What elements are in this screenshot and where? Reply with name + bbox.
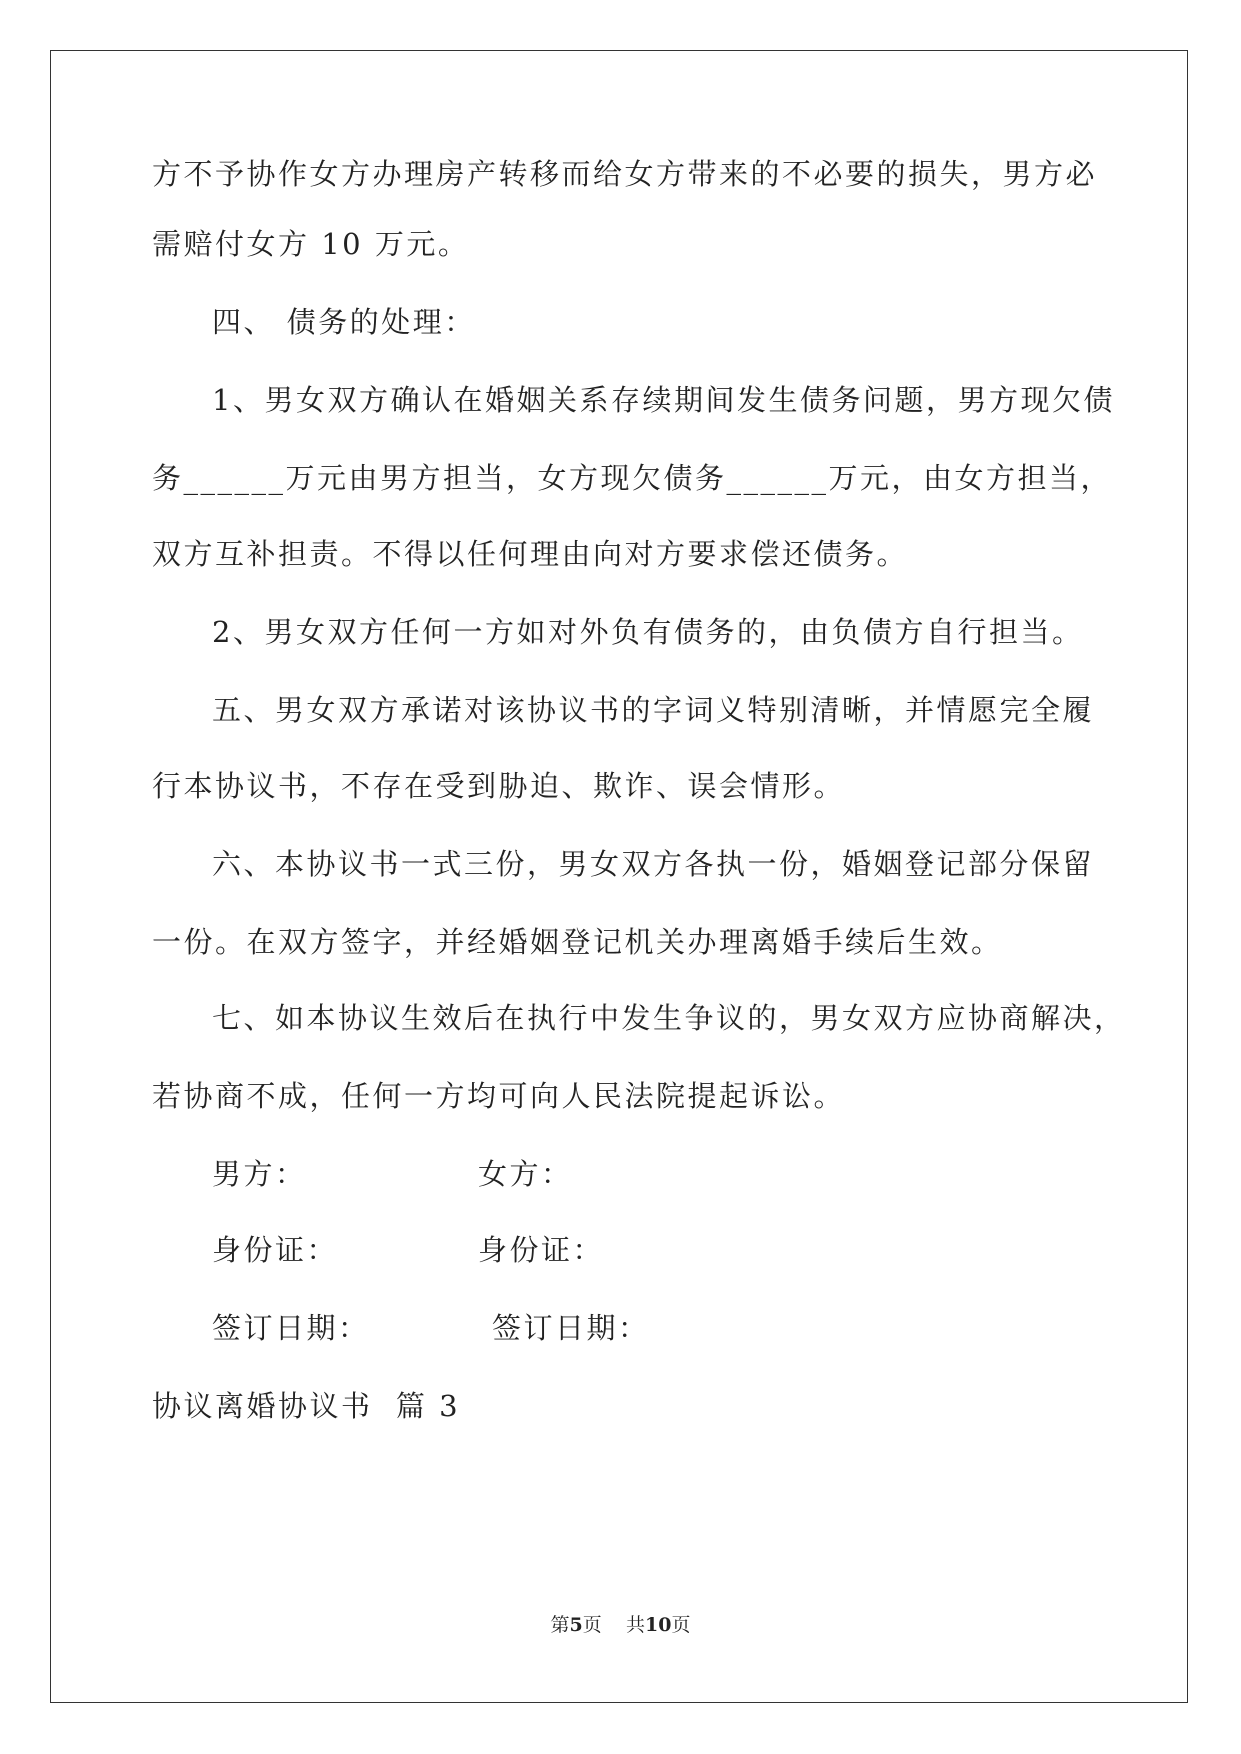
body-line-10: 六、本协议书一式三份，男女双方各执一份，婚姻登记部分保留 [212,847,1095,881]
body-line-9: 行本协议书，不存在受到胁迫、欺诈、误会情形。 [152,769,846,803]
body-line-4: 1、男女双方确认在婚姻关系存续期间发生债务问题，男方现欠债 [212,383,1115,417]
footer-total-prefix: 共 [625,1614,645,1636]
body-line-11: 一份。在双方签字，并经婚姻登记机关办理离婚手续后生效。 [152,925,1003,959]
section-heading-part-3: 协议离婚协议书 篇 3 [152,1389,461,1423]
body-line-7: 2、男女双方任何一方如对外负有债务的，由负债方自行担当。 [212,615,1084,649]
section-heading-debts: 四、 债务的处理： [212,305,476,339]
page-footer [0,1612,1241,1638]
body-line-12: 七、如本协议生效后在执行中发生争议的，男女双方应协商解决， [212,1001,1126,1035]
footer-total-pages: 10 [644,1614,672,1636]
footer-prefix: 第 [550,1614,570,1636]
female-id-label: 身份证： [478,1233,605,1267]
female-date-label: 签订日期： [492,1311,650,1345]
body-line-2: 需赔付女方 10 万元。 [152,227,470,261]
female-signature-label: 女方： [478,1157,573,1191]
male-id-label: 身份证： [212,1233,339,1267]
male-date-label: 签订日期： [212,1311,370,1345]
footer-total-unit: 页 [671,1614,691,1636]
body-line-13: 若协商不成，任何一方均可向人民法院提起诉讼。 [152,1079,846,1113]
body-line-5: 务______万元由男方担当，女方现欠债务______万元，由女方担当， [152,461,1113,495]
male-signature-label: 男方： [212,1157,307,1191]
footer-page-unit: 页 [582,1614,602,1636]
body-line-8: 五、男女双方承诺对该协议书的字词义特别清晰，并情愿完全履 [212,693,1095,727]
body-line-6: 双方互补担责。不得以任何理由向对方要求偿还债务。 [152,537,909,571]
footer-page-number: 5 [569,1614,583,1636]
body-line-1: 方不予协作女方办理房产转移而给女方带来的不必要的损失，男方必 [152,157,1098,191]
